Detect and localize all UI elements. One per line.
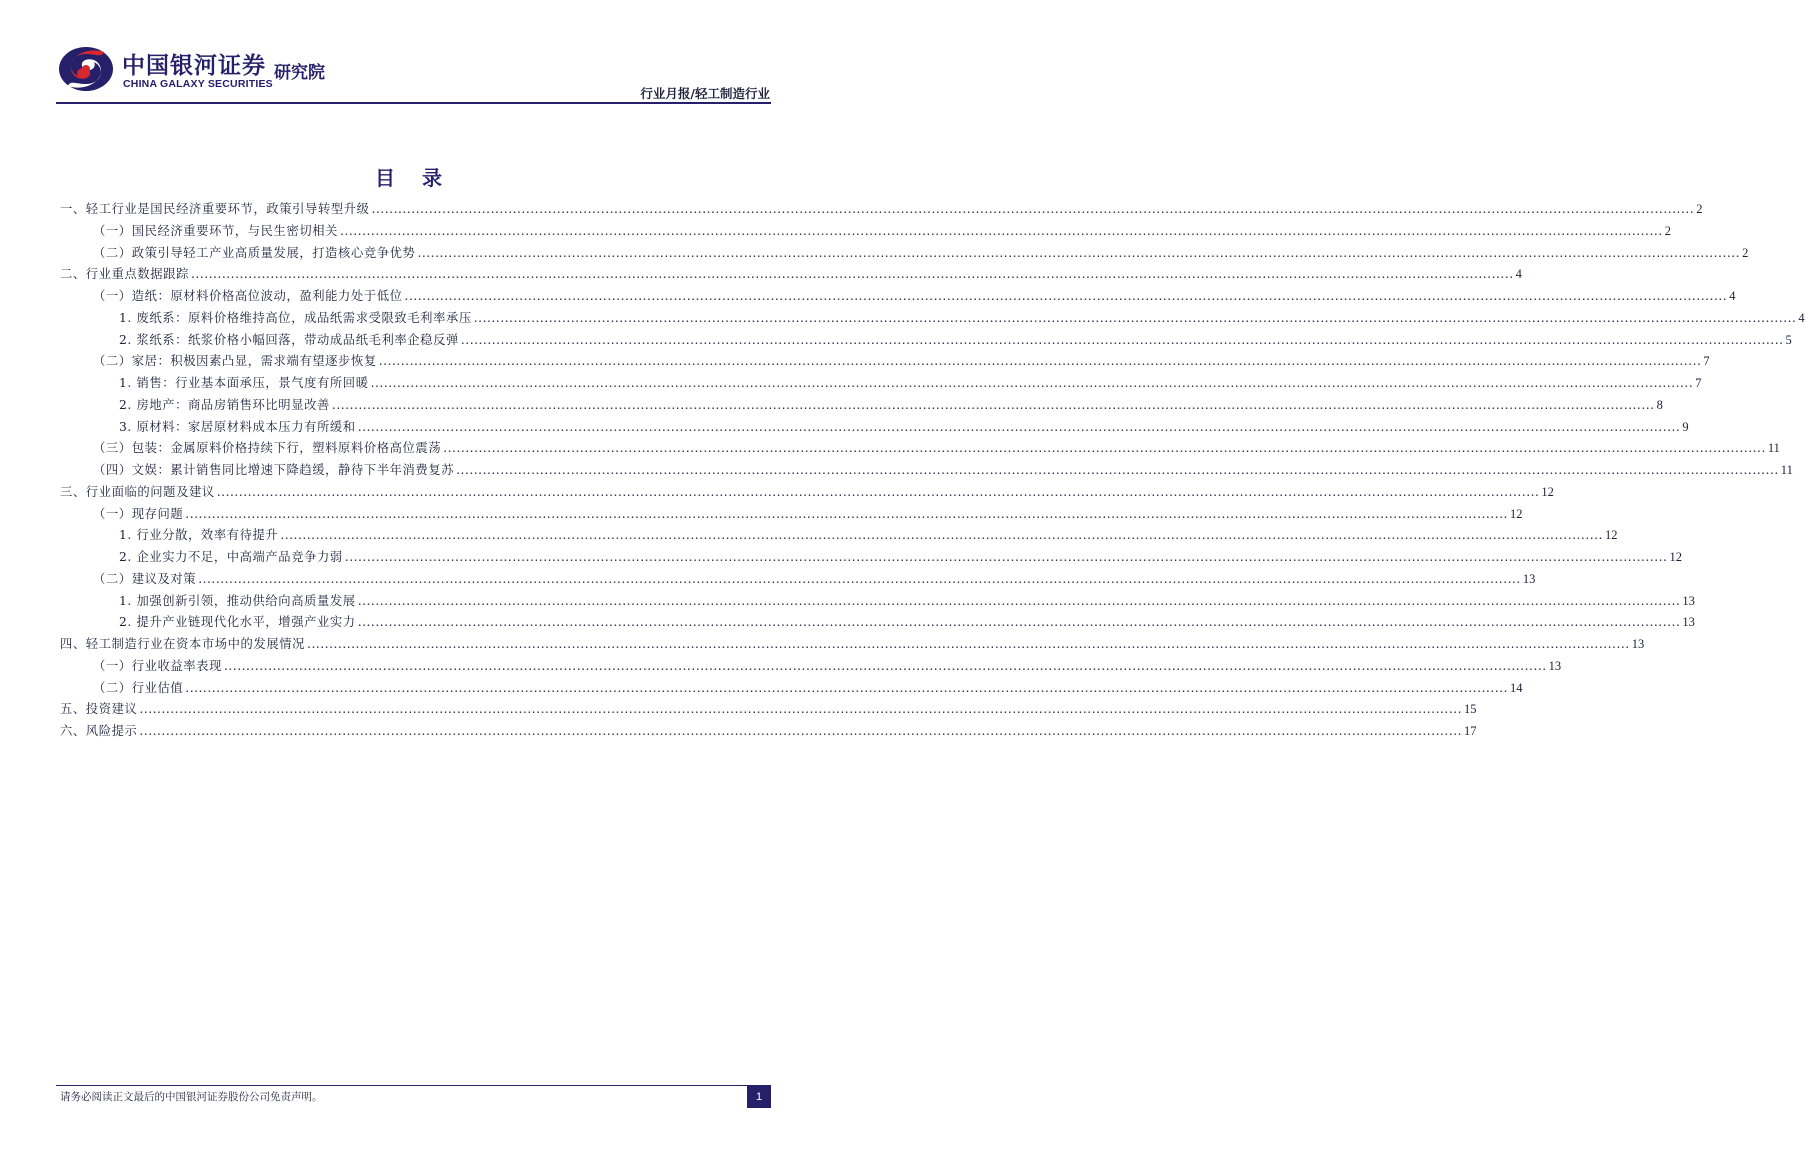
table-of-contents: [60, 199, 1805, 743]
toc-entry-page: 11: [1767, 441, 1780, 456]
toc-entry[interactable]: [60, 221, 1671, 243]
toc-entry-text: 一、轻工行业是国民经济重要环节，政策引导转型升级: [60, 202, 370, 216]
toc-entry-text: 二、行业重点数据跟踪: [60, 267, 189, 282]
toc-entry-text: 五、投资建议: [60, 702, 138, 717]
toc-dot-leader: ............................................................................................................................................................................................................................................................................................................: [443, 441, 1766, 456]
toc-dot-leader: ............................................................................................................................................................................................................................................................................................................: [185, 506, 1508, 521]
toc-dot-leader: ............................................................................................................................................................................................................................................................................................................: [404, 289, 1728, 303]
toc-entry-text: 2. 房地产：商品房销售环比明显改善: [119, 397, 330, 412]
toc-dot-leader: ............................................................................................................................................................................................................................................................................................................: [370, 376, 1694, 390]
toc-dot-leader: ............................................................................................................................................................................................................................................................................................................: [378, 354, 1702, 369]
toc-entry-text: （二）家居：积极因素凸显，需求端有望逐步恢复: [93, 354, 377, 369]
toc-dot-leader: ............................................................................................................................................................................................................................................................................................................: [357, 593, 1681, 608]
toc-entry[interactable]: [60, 264, 1522, 286]
toc-entry[interactable]: [60, 525, 1618, 547]
toc-entry-page: 13: [1548, 658, 1562, 673]
toc-entry-text: 四、轻工制造行业在资本市场中的发展情况: [60, 637, 306, 651]
toc-dot-leader: ............................................................................................................................................................................................................................................................................................................: [417, 245, 1741, 260]
brand-name-en: CHINA GALAXY SECURITIES: [123, 78, 273, 90]
toc-entry-text: 1. 加强创新引领，推动供给向高质量发展: [119, 593, 356, 608]
toc-entry-page: 17: [1464, 724, 1477, 738]
toc-entry-text: （一）现存问题: [93, 506, 184, 521]
toc-entry-page: 2: [1696, 202, 1703, 216]
toc-dot-leader: ............................................................................................................................................................................................................................................................................................................: [473, 310, 1797, 325]
toc-entry-page: 2: [1742, 245, 1749, 260]
toc-dot-leader: ............................................................................................................................................................................................................................................................................................................: [357, 419, 1681, 434]
toc-entry[interactable]: [60, 417, 1689, 439]
toc-entry-page: 4: [1729, 289, 1736, 303]
toc-entry-page: 13: [1682, 593, 1695, 608]
toc-dot-leader: ............................................................................................................................................................................................................................................................................................................: [357, 615, 1681, 630]
toc-entry-text: 1. 行业分散，效率有待提升: [119, 528, 279, 543]
toc-entry-page: 5: [1785, 332, 1792, 347]
toc-entry-text: （二）行业估值: [93, 680, 184, 695]
toc-entry-page: 13: [1522, 571, 1536, 586]
toc-dot-leader: ............................................................................................................................................................................................................................................................................................................: [340, 223, 1663, 238]
toc-entry[interactable]: [60, 395, 1663, 417]
brand-name-cn: 中国银河证券: [122, 53, 266, 79]
toc-entry-text: （一）国民经济重要环节，与民生密切相关: [93, 223, 339, 238]
footer-disclaimer: 请务必阅读正文最后的中国银河证券股份公司免责声明。: [60, 1091, 323, 1103]
toc-entry-page: 4: [1515, 267, 1522, 282]
toc-entry[interactable]: [60, 330, 1792, 352]
toc-entry[interactable]: [60, 634, 1645, 656]
toc-entry-page: 7: [1695, 376, 1702, 390]
toc-title: 目 录: [375, 166, 452, 190]
toc-entry-text: （二）政策引导轻工产业高质量发展，打造核心竞争优势: [93, 245, 416, 260]
toc-entry-page: 7: [1703, 354, 1710, 369]
toc-entry[interactable]: [60, 460, 1793, 482]
toc-entry-page: 4: [1798, 310, 1805, 325]
toc-dot-leader: ............................................................................................................................................................................................................................................................................................................: [307, 637, 1630, 651]
toc-entry[interactable]: [60, 351, 1710, 373]
toc-entry-page: 12: [1509, 506, 1523, 521]
toc-entry[interactable]: [60, 569, 1536, 591]
toc-dot-leader: ............................................................................................................................................................................................................................................................................................................: [190, 267, 1514, 282]
toc-entry-page: 2: [1664, 223, 1671, 238]
toc-entry-text: （三）包装：金属原料价格持续下行，塑料原料价格高位震荡: [93, 441, 442, 456]
toc-dot-leader: ............................................................................................................................................................................................................................................................................................................: [185, 680, 1508, 695]
toc-dot-leader: ............................................................................................................................................................................................................................................................................................................: [331, 397, 1655, 412]
toc-entry[interactable]: [60, 591, 1695, 613]
toc-dot-leader: ............................................................................................................................................................................................................................................................................................................: [139, 724, 1463, 738]
toc-entry[interactable]: [60, 547, 1682, 569]
toc-entry-text: 1. 废纸系：原料价格维持高位，成品纸需求受限致毛利率承压: [119, 310, 472, 325]
toc-entry[interactable]: [60, 678, 1523, 700]
toc-entry-page: 12: [1604, 528, 1618, 543]
toc-entry-text: 2. 浆纸系：纸浆价格小幅回落，带动成品纸毛利率企稳反弹: [119, 332, 459, 347]
toc-entry-page: 8: [1656, 397, 1663, 412]
toc-entry[interactable]: [60, 612, 1695, 634]
toc-entry[interactable]: [60, 199, 1703, 221]
toc-dot-leader: ............................................................................................................................................................................................................................................................................................................: [371, 202, 1695, 216]
page-number-badge: 1: [747, 1086, 771, 1108]
toc-dot-leader: ............................................................................................................................................................................................................................................................................................................: [198, 571, 1521, 586]
toc-entry[interactable]: [60, 438, 1780, 460]
report-type-label: 行业月报/轻工制造行业: [640, 86, 770, 101]
toc-dot-leader: ............................................................................................................................................................................................................................................................................................................: [216, 484, 1540, 499]
toc-dot-leader: ............................................................................................................................................................................................................................................................................................................: [456, 463, 1779, 477]
toc-entry[interactable]: [60, 504, 1523, 526]
toc-dot-leader: ............................................................................................................................................................................................................................................................................................................: [223, 658, 1547, 673]
toc-entry[interactable]: [60, 308, 1805, 330]
toc-entry-text: 1. 销售：行业基本面承压，景气度有所回暖: [119, 376, 369, 390]
toc-entry-page: 13: [1631, 637, 1645, 651]
toc-entry[interactable]: [60, 286, 1736, 308]
toc-entry-page: 12: [1541, 484, 1554, 499]
toc-entry[interactable]: [60, 373, 1702, 395]
toc-entry-page: 9: [1682, 419, 1689, 434]
toc-entry-page: 13: [1682, 615, 1695, 630]
toc-dot-leader: ............................................................................................................................................................................................................................................................................................................: [344, 550, 1668, 564]
toc-entry[interactable]: [60, 243, 1749, 265]
toc-entry-text: 六、风险提示: [60, 724, 138, 738]
toc-entry-text: 2. 提升产业链现代化水平，增强产业实力: [119, 615, 356, 630]
toc-entry-page: 14: [1509, 680, 1523, 695]
toc-dot-leader: ............................................................................................................................................................................................................................................................................................................: [460, 332, 1784, 347]
toc-entry-text: （四）文娱：累计销售同比增速下降趋缓，静待下半年消费复苏: [93, 463, 455, 477]
toc-entry-text: 三、行业面临的问题及建议: [60, 484, 215, 499]
toc-dot-leader: ............................................................................................................................................................................................................................................................................................................: [280, 528, 1603, 543]
brand-institute: 研究院: [274, 63, 325, 83]
toc-entry-page: 12: [1669, 550, 1682, 564]
toc-entry-page: 15: [1464, 702, 1477, 717]
toc-entry-text: （一）行业收益率表现: [93, 658, 222, 673]
header-divider: [56, 102, 771, 104]
toc-entry-text: （二）建议及对策: [93, 571, 197, 586]
toc-entry-text: 2. 企业实力不足，中高端产品竞争力弱: [119, 550, 343, 564]
toc-entry[interactable]: [60, 699, 1477, 721]
footer-divider: [56, 1085, 771, 1086]
toc-entry[interactable]: [60, 482, 1554, 504]
galaxy-swirl-logo-icon: [56, 44, 116, 94]
toc-entry-page: 11: [1780, 463, 1793, 477]
toc-dot-leader: ............................................................................................................................................................................................................................................................................................................: [139, 702, 1463, 717]
toc-entry-text: 3. 原材料：家居原材料成本压力有所缓和: [119, 419, 356, 434]
toc-entry-text: （一）造纸：原材料价格高位波动，盈利能力处于低位: [93, 289, 403, 303]
toc-entry[interactable]: [60, 656, 1562, 678]
toc-entry[interactable]: [60, 721, 1477, 743]
